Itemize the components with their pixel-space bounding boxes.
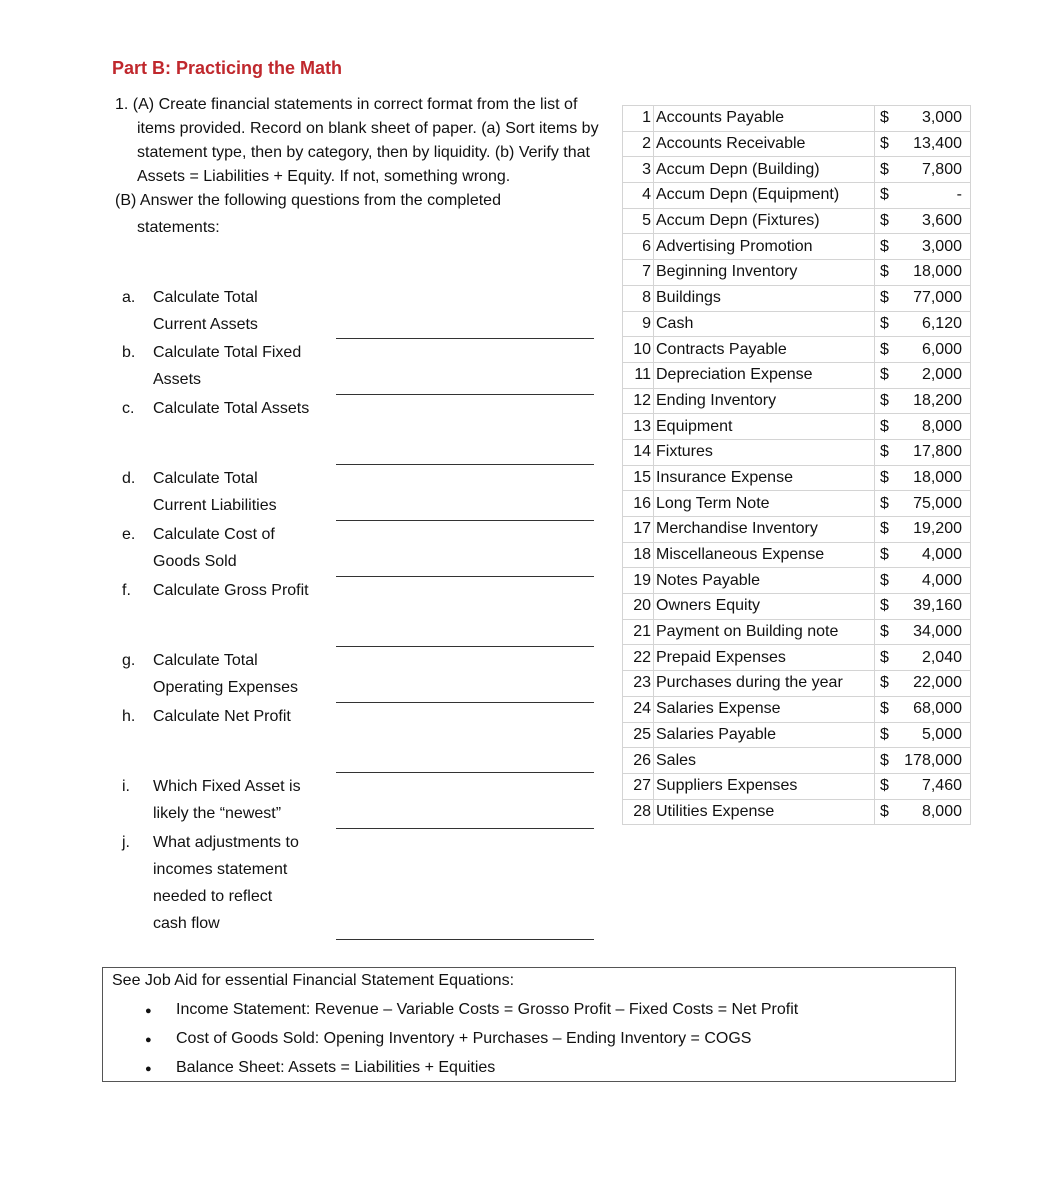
question-text-line: cash flow bbox=[153, 915, 220, 932]
currency-symbol: $ bbox=[875, 414, 897, 440]
table-row bbox=[623, 619, 971, 645]
question-text bbox=[153, 703, 291, 730]
section-title: Part B: Practicing the Math bbox=[112, 58, 343, 78]
equation-text: Balance Sheet: Assets = Liabilities + Equities bbox=[176, 1059, 496, 1076]
currency-symbol: $ bbox=[875, 388, 897, 414]
item-value: 8,000 bbox=[896, 799, 971, 825]
table-row bbox=[623, 671, 971, 697]
currency-symbol: $ bbox=[875, 748, 897, 774]
currency-symbol: $ bbox=[875, 260, 897, 286]
equation-list bbox=[103, 1001, 798, 1088]
item-value: 4,000 bbox=[896, 568, 971, 594]
item-name: Advertising Promotion bbox=[654, 234, 875, 260]
item-name: Owners Equity bbox=[654, 594, 875, 620]
instructions bbox=[115, 93, 605, 240]
table-row bbox=[623, 260, 971, 286]
question-text-line: Calculate Cost of bbox=[153, 526, 275, 543]
answer-line[interactable] bbox=[336, 646, 594, 647]
table-row bbox=[623, 568, 971, 594]
currency-symbol: $ bbox=[875, 234, 897, 260]
question-text-line: Which Fixed Asset is bbox=[153, 778, 301, 795]
item-value: 7,460 bbox=[896, 773, 971, 799]
item-name: Salaries Expense bbox=[654, 696, 875, 722]
item-number: 12 bbox=[623, 388, 654, 414]
question-text bbox=[153, 395, 309, 422]
item-name: Salaries Payable bbox=[654, 722, 875, 748]
item-number: 16 bbox=[623, 491, 654, 517]
item-number: 15 bbox=[623, 465, 654, 491]
item-value: 75,000 bbox=[896, 491, 971, 517]
item-number: 28 bbox=[623, 799, 654, 825]
item-number: 21 bbox=[623, 619, 654, 645]
table-row bbox=[623, 748, 971, 774]
currency-symbol: $ bbox=[875, 157, 897, 183]
question-text bbox=[153, 284, 258, 338]
item-value: 39,160 bbox=[896, 594, 971, 620]
item-name: Equipment bbox=[654, 414, 875, 440]
table-row bbox=[623, 542, 971, 568]
question-text-line: needed to reflect bbox=[153, 888, 273, 905]
item-number: 18 bbox=[623, 542, 654, 568]
question-text-line: Calculate Total bbox=[153, 652, 258, 669]
item-name: Sales bbox=[654, 748, 875, 774]
item-number: 5 bbox=[623, 208, 654, 234]
item-name: Accum Depn (Fixtures) bbox=[654, 208, 875, 234]
item-value: 2,040 bbox=[896, 645, 971, 671]
item-number: 27 bbox=[623, 773, 654, 799]
currency-symbol: $ bbox=[875, 594, 897, 620]
item-number: 22 bbox=[623, 645, 654, 671]
item-number: 26 bbox=[623, 748, 654, 774]
table-row bbox=[623, 517, 971, 543]
item-name: Accounts Receivable bbox=[654, 131, 875, 157]
question-text bbox=[153, 465, 277, 519]
table-row bbox=[623, 799, 971, 825]
item-value: 4,000 bbox=[896, 542, 971, 568]
currency-symbol: $ bbox=[875, 722, 897, 748]
currency-symbol: $ bbox=[875, 311, 897, 337]
question-text-line: Calculate Total bbox=[153, 289, 258, 306]
bullet-icon: ● bbox=[145, 1063, 152, 1075]
currency-symbol: $ bbox=[875, 773, 897, 799]
item-value: 5,000 bbox=[896, 722, 971, 748]
item-name: Buildings bbox=[654, 285, 875, 311]
item-name: Prepaid Expenses bbox=[654, 645, 875, 671]
instruction-part-b: (B) Answer the following questions from the completed bbox=[115, 192, 501, 209]
item-number: 2 bbox=[623, 131, 654, 157]
table-row bbox=[623, 285, 971, 311]
item-value: 8,000 bbox=[896, 414, 971, 440]
item-name: Beginning Inventory bbox=[654, 260, 875, 286]
question-text-line: incomes statement bbox=[153, 861, 288, 878]
question-label: h. bbox=[122, 708, 136, 725]
question-text-line: Calculate Net Profit bbox=[153, 708, 291, 725]
question-text-line: Current Liabilities bbox=[153, 497, 277, 514]
item-name: Cash bbox=[654, 311, 875, 337]
equation-item bbox=[103, 1001, 798, 1030]
table-row bbox=[623, 465, 971, 491]
item-name: Accounts Payable bbox=[654, 106, 875, 132]
currency-symbol: $ bbox=[875, 131, 897, 157]
item-value: 6,120 bbox=[896, 311, 971, 337]
equation-item bbox=[103, 1030, 798, 1059]
currency-symbol: $ bbox=[875, 671, 897, 697]
item-name: Merchandise Inventory bbox=[654, 517, 875, 543]
item-number: 10 bbox=[623, 337, 654, 363]
item-number: 13 bbox=[623, 414, 654, 440]
item-number: 7 bbox=[623, 260, 654, 286]
currency-symbol: $ bbox=[875, 696, 897, 722]
item-name: Accum Depn (Building) bbox=[654, 157, 875, 183]
item-value: 68,000 bbox=[896, 696, 971, 722]
currency-symbol: $ bbox=[875, 517, 897, 543]
table-row bbox=[623, 722, 971, 748]
question-text-line: Calculate Total Assets bbox=[153, 400, 310, 417]
question-text bbox=[153, 577, 309, 604]
item-value: - bbox=[896, 183, 971, 209]
currency-symbol: $ bbox=[875, 645, 897, 671]
question-text-line: Current Assets bbox=[153, 316, 258, 333]
question-label: b. bbox=[122, 344, 136, 361]
question-label: c. bbox=[122, 400, 135, 417]
item-name: Long Term Note bbox=[654, 491, 875, 517]
bullet-icon: ● bbox=[145, 1005, 152, 1017]
question-label: e. bbox=[122, 526, 136, 543]
item-name: Depreciation Expense bbox=[654, 362, 875, 388]
question-text-line: What adjustments to bbox=[153, 834, 299, 851]
item-number: 4 bbox=[623, 183, 654, 209]
item-number: 9 bbox=[623, 311, 654, 337]
table-row bbox=[623, 208, 971, 234]
question-label: d. bbox=[122, 470, 136, 487]
currency-symbol: $ bbox=[875, 439, 897, 465]
question-label: f. bbox=[122, 582, 131, 599]
answer-line[interactable] bbox=[336, 939, 594, 940]
item-number: 17 bbox=[623, 517, 654, 543]
job-aid-heading: See Job Aid for essential Financial Statement Equations: bbox=[112, 972, 515, 989]
question-text-line: Calculate Gross Profit bbox=[153, 582, 309, 599]
answer-line[interactable] bbox=[336, 464, 594, 465]
question-label: i. bbox=[122, 778, 130, 795]
table-row bbox=[623, 234, 971, 260]
question-text bbox=[153, 521, 275, 575]
question-label: g. bbox=[122, 652, 136, 669]
table-row bbox=[623, 594, 971, 620]
question-text-line: Assets bbox=[153, 371, 202, 388]
item-value: 18,200 bbox=[896, 388, 971, 414]
question-text-line: likely the “newest” bbox=[153, 805, 282, 822]
currency-symbol: $ bbox=[875, 362, 897, 388]
table-row bbox=[623, 157, 971, 183]
question-text bbox=[153, 647, 298, 701]
item-name: Fixtures bbox=[654, 439, 875, 465]
table-row bbox=[623, 106, 971, 132]
instruction-part-b-cont: statements: bbox=[137, 219, 220, 236]
answer-line[interactable] bbox=[336, 772, 594, 773]
item-number: 11 bbox=[623, 362, 654, 388]
item-name: Notes Payable bbox=[654, 568, 875, 594]
currency-symbol: $ bbox=[875, 491, 897, 517]
item-name: Insurance Expense bbox=[654, 465, 875, 491]
item-number: 6 bbox=[623, 234, 654, 260]
instruction-part-a: 1. (A) Create financial statements in correct format from the list of items provided. Record on blank sheet of paper. (a) Sort items by statement type, then by category, then by liquidity. (b) Verify that Assets = Liabilities + Equity. If not, something wrong. bbox=[115, 96, 599, 185]
table-row bbox=[623, 773, 971, 799]
question-text-line: Calculate Total Fixed bbox=[153, 344, 302, 361]
item-value: 3,000 bbox=[896, 106, 971, 132]
item-value: 19,200 bbox=[896, 517, 971, 543]
item-name: Suppliers Expenses bbox=[654, 773, 875, 799]
table-row bbox=[623, 183, 971, 209]
item-number: 8 bbox=[623, 285, 654, 311]
item-value: 13,400 bbox=[896, 131, 971, 157]
currency-symbol: $ bbox=[875, 183, 897, 209]
answer-line[interactable] bbox=[336, 828, 594, 829]
item-number: 3 bbox=[623, 157, 654, 183]
item-value: 22,000 bbox=[896, 671, 971, 697]
currency-symbol: $ bbox=[875, 285, 897, 311]
currency-symbol: $ bbox=[875, 465, 897, 491]
currency-symbol: $ bbox=[875, 568, 897, 594]
equation-text: Cost of Goods Sold: Opening Inventory + Purchases – Ending Inventory = COGS bbox=[176, 1030, 752, 1047]
item-number: 25 bbox=[623, 722, 654, 748]
item-value: 77,000 bbox=[896, 285, 971, 311]
question-text-line: Calculate Total bbox=[153, 470, 258, 487]
table-row bbox=[623, 439, 971, 465]
equation-text: Income Statement: Revenue – Variable Costs = Grosso Profit – Fixed Costs = Net Profit bbox=[176, 1001, 799, 1018]
item-value: 2,000 bbox=[896, 362, 971, 388]
item-value: 3,600 bbox=[896, 208, 971, 234]
item-number: 23 bbox=[623, 671, 654, 697]
job-aid-box bbox=[102, 967, 956, 1082]
currency-symbol: $ bbox=[875, 542, 897, 568]
answer-line[interactable] bbox=[336, 702, 594, 703]
item-name: Utilities Expense bbox=[654, 799, 875, 825]
answer-line[interactable] bbox=[336, 520, 594, 521]
item-number: 20 bbox=[623, 594, 654, 620]
table-row bbox=[623, 337, 971, 363]
currency-symbol: $ bbox=[875, 799, 897, 825]
items-table bbox=[622, 105, 971, 825]
question-text-line: Operating Expenses bbox=[153, 679, 298, 696]
answer-line[interactable] bbox=[336, 338, 594, 339]
question-label: a. bbox=[122, 289, 136, 306]
item-number: 24 bbox=[623, 696, 654, 722]
item-value: 18,000 bbox=[896, 465, 971, 491]
item-name: Contracts Payable bbox=[654, 337, 875, 363]
item-name: Miscellaneous Expense bbox=[654, 542, 875, 568]
item-value: 3,000 bbox=[896, 234, 971, 260]
question-label: j. bbox=[122, 834, 130, 851]
question-text bbox=[153, 829, 299, 937]
table-row bbox=[623, 696, 971, 722]
currency-symbol: $ bbox=[875, 208, 897, 234]
table-row bbox=[623, 414, 971, 440]
item-value: 17,800 bbox=[896, 439, 971, 465]
equation-item bbox=[103, 1059, 798, 1088]
item-number: 1 bbox=[623, 106, 654, 132]
item-number: 14 bbox=[623, 439, 654, 465]
question-text bbox=[153, 773, 301, 827]
table-row bbox=[623, 131, 971, 157]
item-number: 19 bbox=[623, 568, 654, 594]
table-row bbox=[623, 311, 971, 337]
item-value: 34,000 bbox=[896, 619, 971, 645]
bullet-icon: ● bbox=[145, 1034, 152, 1046]
question-text-line: Goods Sold bbox=[153, 553, 237, 570]
answer-line[interactable] bbox=[336, 394, 594, 395]
currency-symbol: $ bbox=[875, 337, 897, 363]
item-value: 18,000 bbox=[896, 260, 971, 286]
table-row bbox=[623, 491, 971, 517]
item-name: Payment on Building note bbox=[654, 619, 875, 645]
table-row bbox=[623, 388, 971, 414]
table-row bbox=[623, 362, 971, 388]
item-value: 178,000 bbox=[896, 748, 971, 774]
item-value: 6,000 bbox=[896, 337, 971, 363]
item-name: Accum Depn (Equipment) bbox=[654, 183, 875, 209]
question-text bbox=[153, 339, 301, 393]
item-value: 7,800 bbox=[896, 157, 971, 183]
item-name: Ending Inventory bbox=[654, 388, 875, 414]
item-name: Purchases during the year bbox=[654, 671, 875, 697]
table-row bbox=[623, 645, 971, 671]
answer-line[interactable] bbox=[336, 576, 594, 577]
currency-symbol: $ bbox=[875, 619, 897, 645]
currency-symbol: $ bbox=[875, 106, 897, 132]
